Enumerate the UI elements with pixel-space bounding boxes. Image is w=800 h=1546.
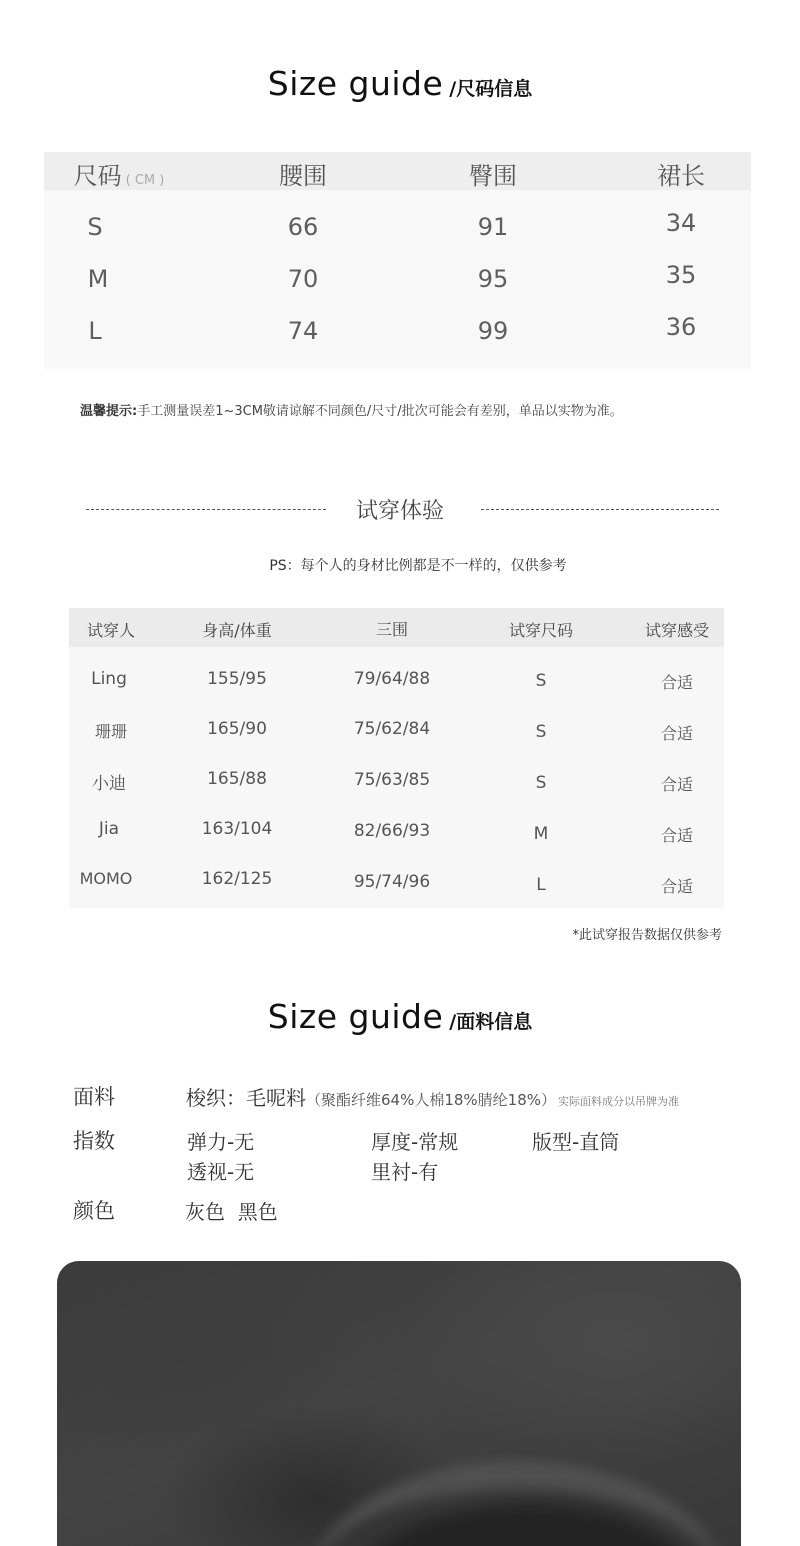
material-note: 实际面料成分以吊牌为准 (558, 1095, 680, 1108)
elasticity-value: 弹力-无 (187, 1130, 255, 1154)
tryon-header-feeling: 试穿感受 (644, 621, 710, 640)
tryon-row-3-size: S (535, 773, 547, 793)
lining-value: 里衬-有 (371, 1160, 439, 1184)
size-row-s-waist: 66 (287, 213, 319, 241)
tryon-row-4-measurements: 82/66/93 (353, 821, 431, 841)
size-row-s-length: 34 (665, 209, 697, 237)
size-header-length: 裙长 (657, 162, 705, 190)
tryon-row-3-feeling: 合适 (660, 775, 694, 794)
material-value: 梭织：毛呢料（聚酯纤维64%人棉18%腈纶18%） 实际面料成分以吊牌为准 (186, 1086, 680, 1110)
tryon-row-2-person: 珊珊 (94, 722, 128, 741)
size-row-m-length: 35 (665, 261, 697, 289)
size-row-s-size: S (87, 213, 103, 241)
fabric-guide-title-cn: /面料信息 (449, 1011, 533, 1033)
size-guide-title (0, 64, 800, 103)
size-row-l-size: L (88, 317, 102, 345)
tryon-row-4-height-weight: 163/104 (201, 819, 273, 839)
fabric-fold-highlight (307, 1461, 727, 1546)
tryon-row-5-person: MOMO (79, 869, 133, 888)
tryon-row-5-feeling: 合适 (660, 877, 694, 896)
material-detail: （聚酯纤维64%人棉18%腈纶18%） (306, 1091, 557, 1109)
fabric-guide-title-en: Size guide (267, 997, 444, 1036)
tryon-row-1-size: S (535, 671, 547, 691)
size-unit: ( CM ) (125, 173, 165, 188)
divider-right (481, 509, 719, 510)
tryon-row-2-feeling: 合适 (660, 724, 694, 743)
size-row-m-hip: 95 (477, 265, 509, 293)
tryon-row-2-measurements: 75/62/84 (353, 719, 431, 739)
size-row-l-length: 36 (665, 313, 697, 341)
size-header-waist: 腰围 (279, 162, 327, 190)
tryon-row-3-measurements: 75/63/85 (353, 770, 431, 790)
tryon-header-person: 试穿人 (86, 621, 136, 640)
tryon-header-size: 试穿尺码 (508, 621, 574, 640)
size-header-size: 尺码 ( CM ) (73, 162, 165, 190)
tryon-table (69, 608, 724, 908)
size-row-m-waist: 70 (287, 265, 319, 293)
tryon-header-height-weight: 身高/体重 (202, 621, 272, 640)
color-label: 颜色 (73, 1199, 115, 1223)
tryon-row-5-measurements: 95/74/96 (353, 872, 431, 892)
tryon-row-2-size: S (535, 722, 547, 742)
tryon-ps-note: PS：每个人的身材比例都是不一样的，仅供参考 (269, 558, 567, 574)
tryon-row-5-height-weight: 162/125 (201, 869, 273, 889)
size-row-l-hip: 99 (477, 317, 509, 345)
size-row-m-size: M (87, 265, 109, 293)
material-label: 面料 (73, 1085, 115, 1109)
tryon-row-1-feeling: 合适 (660, 673, 694, 692)
tryon-row-4-size: M (533, 824, 549, 844)
tryon-row-1-height-weight: 155/95 (207, 669, 267, 689)
tryon-row-3-person: 小迪 (92, 774, 126, 794)
measurement-tip (80, 400, 623, 419)
tryon-row-1-person: Ling (91, 669, 127, 689)
tryon-title: 试穿体验 (355, 499, 444, 524)
thickness-value: 厚度-常规 (371, 1130, 459, 1154)
size-guide-title-en: Size guide (267, 64, 444, 103)
fit-value: 版型-直筒 (532, 1130, 620, 1154)
size-table (44, 152, 751, 369)
fabric-guide-title (0, 997, 800, 1036)
size-row-s-hip: 91 (477, 213, 509, 241)
tryon-row-4-person: Jia (98, 819, 120, 839)
tryon-row-3-height-weight: 165/88 (207, 769, 267, 789)
tryon-row-5-size: L (536, 875, 546, 895)
tryon-row-1-measurements: 79/64/88 (353, 669, 431, 689)
tip-text: 手工测量误差1~3CM敬请谅解不同颜色/尺寸/批次可能会有差别，单品以实物为准。 (137, 404, 623, 419)
tip-label: 温馨提示: (80, 404, 138, 419)
index-label: 指数 (73, 1129, 115, 1153)
color-values: 灰色 黑色 (185, 1200, 278, 1224)
tryon-row-2-height-weight: 165/90 (207, 719, 267, 739)
size-row-l-waist: 74 (287, 317, 319, 345)
fabric-photo (57, 1261, 741, 1546)
tryon-header-measurements: 三围 (375, 620, 409, 639)
tryon-disclaimer: *此试穿报告数据仅供参考 (572, 928, 722, 943)
tryon-row-4-feeling: 合适 (660, 826, 694, 845)
size-guide-title-cn: /尺码信息 (449, 78, 533, 100)
transparency-value: 透视-无 (187, 1160, 255, 1184)
size-header-hip: 臀围 (469, 162, 517, 190)
